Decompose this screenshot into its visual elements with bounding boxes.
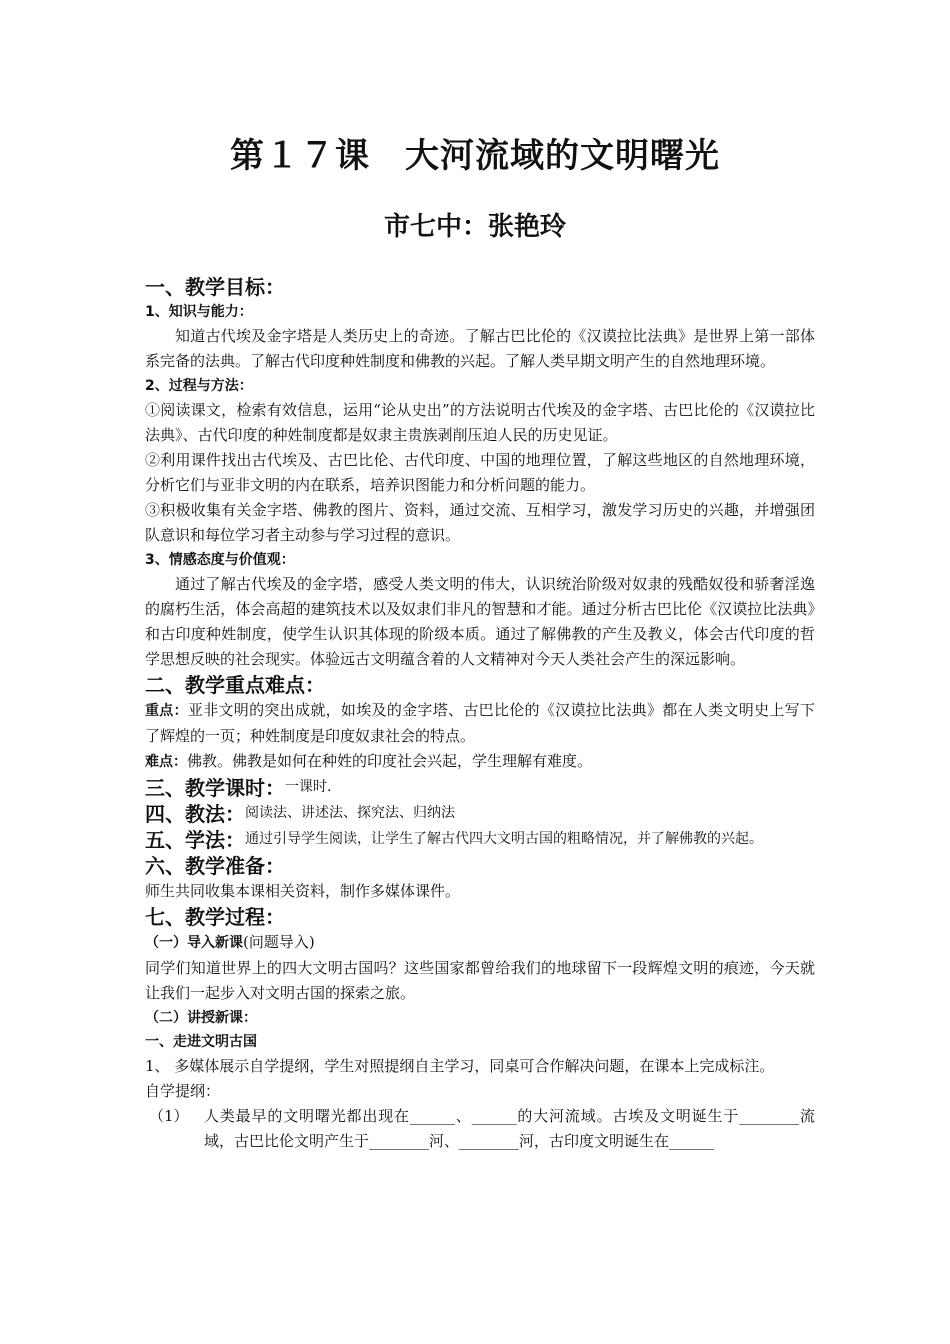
- section-heading-hours: 三、教学课时：: [145, 776, 285, 800]
- intro-label: （一）导入新课: [145, 935, 243, 951]
- paragraph-attitude: 通过了解古代埃及的金字塔，感受人类文明的伟大，认识统治阶级对奴隶的残酷奴役和骄奢淫逸的腐朽生活，体会高超的建筑技术以及奴隶们非凡的智慧和才能。通过分析古巴比伦《汉谟拉比法典》和古印度种姓制度，使学生认识其体现的阶级本质。通过了解佛教的产生及教义，体会古代印度的哲学思想反映的社会现实。体验远古文明蕴含着的人文精神对今天人类社会产生的深远影响。: [145, 575, 815, 668]
- paragraph-knowledge: 知道古代埃及金字塔是人类历史上的奇迹。了解古巴比伦的《汉谟拉比法典》是世界上第一部体系完备的法典。了解古代印度种姓制度和佛教的兴起。了解人类早期文明产生的自然地理环境。: [145, 327, 815, 370]
- section-heading-learning-methods: 五、学法：: [145, 828, 245, 852]
- outline-label: 自学提纲：: [145, 1082, 221, 1100]
- document-body: [145, 274, 815, 1154]
- difficulty-text: 佛教。佛教是如何在种姓的印度社会兴起，学生理解有难度。: [187, 752, 593, 770]
- paragraph-preparation: 师生共同收集本课相关资料，制作多媒体课件。: [145, 882, 461, 900]
- paragraph-difficulty: [145, 749, 815, 775]
- subheading-civilizations: 一、走进文明古国: [145, 1034, 257, 1050]
- section-heading-objectives: 一、教学目标：: [145, 275, 285, 299]
- key-point-label: 重点：: [145, 703, 188, 719]
- section-heading-teaching-methods: 四、教法：: [145, 802, 245, 826]
- key-point-text: 亚非文明的突出成就，如埃及的金字塔、古巴比伦的《汉谟拉比法典》都在人类文明史上写下了辉煌的一页；种姓制度是印度奴隶社会的特点。: [145, 701, 815, 745]
- paragraph-process-2: ②利用课件找出古代埃及、古巴比伦、古代印度、中国的地理位置，了解这些地区的自然地理环境，分析它们与亚非文明的内在联系，培养识图能力和分析问题的能力。: [145, 451, 815, 494]
- paragraph-process-1: ①阅读课文，检索有效信息，运用“论从史出”的方法说明古代埃及的金字塔、古巴比伦的《汉谟拉比法典》、古代印度的种姓制度都是奴隶主贵族剥削压迫人民的历史见证。: [145, 401, 815, 444]
- paragraph-key-point: [145, 698, 815, 749]
- subheading-process: 2、过程与方法：: [145, 378, 253, 394]
- question-text: 人类最早的文明曙光都出现在______、______的大河流域。古埃及文明诞生于________流域，古巴比伦文明产生于________河、________河，古印度文明诞生在______: [204, 1107, 815, 1150]
- paragraph-step-1: 1、 多媒体展示自学提纲，学生对照提纲自主学习，同桌可合作解决问题，在课本上完成标注。: [145, 1057, 775, 1075]
- section-heading-keypoints: 二、教学重点难点：: [145, 673, 325, 697]
- outline-question-1: [145, 1104, 815, 1154]
- new-lesson-label: （二）讲授新课：: [145, 1010, 257, 1026]
- intro-heading-line: [145, 930, 815, 956]
- author-line: 市七中：张艳玲: [383, 212, 566, 242]
- section-hours: [145, 775, 815, 801]
- section-teaching-methods: [145, 801, 815, 827]
- paragraph-intro: 同学们知道世界上的四大文明古国吗？这些国家都曾给我们的地球留下一段辉煌文明的痕迹，今天就让我们一起步入对文明古国的探索之旅。: [145, 959, 815, 1002]
- intro-note: (问题导入): [243, 933, 315, 951]
- subheading-attitude: 3、情感态度与价值观：: [145, 552, 295, 568]
- subheading-knowledge: 1、知识与能力：: [145, 304, 253, 320]
- difficulty-label: 难点：: [145, 754, 187, 770]
- hours-text: 一课时.: [285, 779, 332, 795]
- section-heading-process: 七、教学过程：: [145, 905, 285, 929]
- section-learning-methods: [145, 827, 815, 853]
- learning-methods-text: 通过引导学生阅读，让学生了解古代四大文明古国的粗略情况，并了解佛教的兴起。: [245, 831, 763, 847]
- question-number: （1）: [149, 1107, 189, 1125]
- lesson-title: 第１７课 大河流域的文明曙光: [230, 136, 720, 176]
- section-heading-preparation: 六、教学准备：: [145, 854, 285, 878]
- teaching-methods-text: 阅读法、讲述法、探究法、归纳法: [245, 805, 455, 821]
- paragraph-process-3: ③积极收集有关金字塔、佛教的图片、资料，通过交流、互相学习，激发学习历史的兴趣，并增强团队意识和每位学习者主动参与学习过程的意识。: [145, 501, 815, 544]
